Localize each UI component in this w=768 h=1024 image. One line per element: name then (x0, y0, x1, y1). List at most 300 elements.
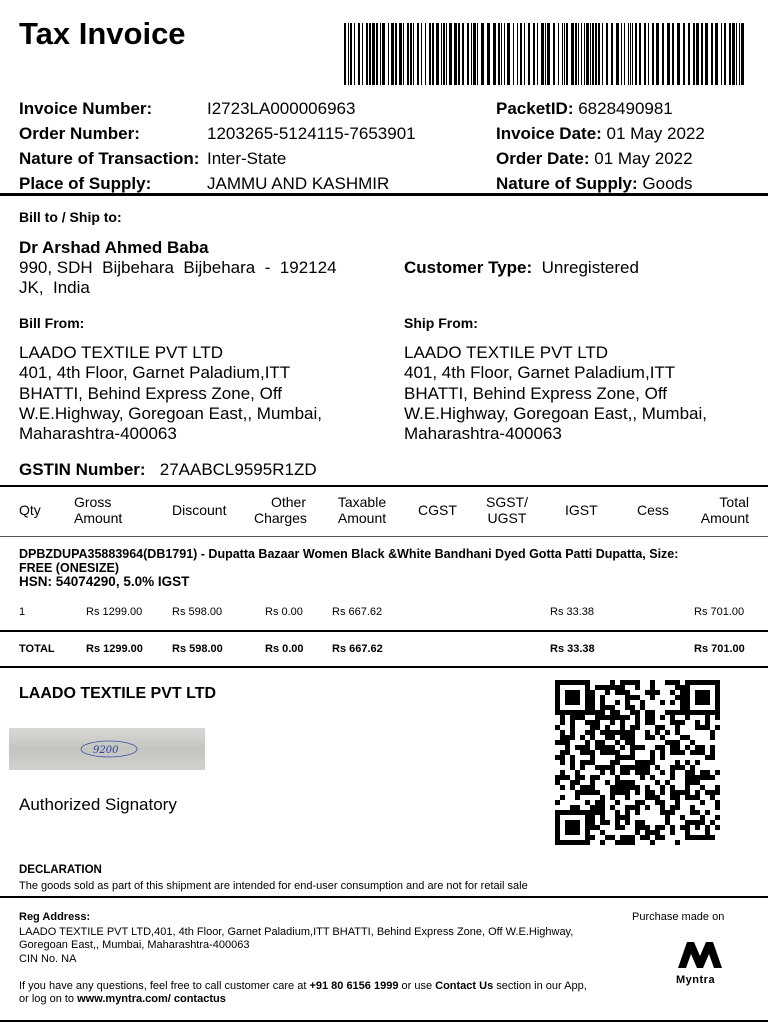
qr-module (695, 810, 700, 815)
qr-module (605, 690, 610, 695)
qr-module (620, 685, 625, 690)
qr-module (685, 760, 690, 765)
qr-module (600, 805, 605, 810)
barcode-bar (380, 23, 381, 85)
reg-address-heading: Reg Address: (19, 911, 91, 923)
qr-module (660, 785, 665, 790)
col-qty: Qty (19, 502, 41, 518)
qr-module (560, 735, 565, 740)
qr-module (600, 830, 605, 835)
barcode-bar (598, 23, 600, 85)
qr-module (690, 770, 695, 775)
barcode-bar (369, 23, 371, 85)
qr-module (600, 840, 605, 845)
barcode-bar (388, 23, 389, 85)
invoice-number-value: I2723LA000006963 (207, 99, 356, 118)
qr-module (570, 725, 575, 730)
qr-module (595, 825, 600, 830)
qr-module (645, 715, 650, 720)
page-title: Tax Invoice (19, 16, 186, 51)
qr-module (625, 705, 630, 710)
qr-module (575, 795, 580, 800)
qr-module (670, 765, 675, 770)
qr-module (595, 715, 600, 720)
barcode-bar (672, 23, 674, 85)
qr-module (600, 770, 605, 775)
header-text: Total (719, 494, 749, 510)
qr-module (610, 735, 615, 740)
qr-module (635, 820, 640, 825)
qr-module (620, 825, 625, 830)
qr-module (700, 770, 705, 775)
qr-module (590, 705, 595, 710)
qr-module (650, 830, 655, 835)
qr-module (555, 800, 560, 805)
barcode-bar (592, 23, 594, 85)
qr-module (590, 790, 595, 795)
barcode-bar (350, 23, 352, 85)
qr-module (680, 825, 685, 830)
qr-module (595, 740, 600, 745)
qr-module (690, 795, 695, 800)
address-line: LAADO TEXTILE PVT LTD (404, 343, 609, 362)
qr-module (630, 695, 635, 700)
barcode-bar (632, 23, 633, 85)
total-amount: Rs 701.00 (694, 643, 745, 655)
qr-module (710, 735, 715, 740)
qr-module (555, 775, 560, 780)
header-text: Amount (700, 510, 749, 526)
qr-module (710, 755, 715, 760)
qr-module (620, 780, 625, 785)
qr-module (670, 710, 675, 715)
qr-module (665, 815, 670, 820)
qr-module (595, 745, 600, 750)
barcode-bar (537, 23, 538, 85)
barcode-bar (462, 23, 464, 85)
qr-module (670, 770, 675, 775)
qr-module (675, 760, 680, 765)
qr-module (590, 825, 595, 830)
qr-module (625, 790, 630, 795)
qr-module (615, 775, 620, 780)
qr-module (635, 830, 640, 835)
qr-module (700, 785, 705, 790)
customer-address-line2: JK, India (19, 278, 90, 297)
barcode-bar (425, 23, 426, 85)
qr-module (605, 745, 610, 750)
qr-module (635, 710, 640, 715)
barcode-bar (513, 23, 514, 85)
barcode-bar (711, 23, 713, 85)
barcode-bar (729, 23, 731, 85)
qr-module (665, 710, 670, 715)
myntra-contact-link[interactable]: www.myntra.com/ contactus (77, 993, 226, 1005)
qr-module (660, 700, 665, 705)
qr-module (600, 685, 605, 690)
qr-module (620, 720, 625, 725)
barcode-bar (590, 23, 591, 85)
header-text: SGST/ (485, 494, 528, 510)
barcode-bar (621, 23, 622, 85)
qr-module (630, 805, 635, 810)
header-text: Amount (74, 510, 123, 526)
qr-module (585, 785, 590, 790)
qr-module (610, 745, 615, 750)
qr-module (650, 795, 655, 800)
total-taxable: Rs 667.62 (332, 643, 383, 655)
qr-module (580, 765, 585, 770)
total-discount: Rs 598.00 (172, 643, 223, 655)
qr-module (675, 730, 680, 735)
barcode-bar (575, 23, 577, 85)
qr-module (595, 800, 600, 805)
divider (0, 896, 768, 898)
qr-module (590, 700, 595, 705)
customer-name: Dr Arshad Ahmed Baba (19, 238, 209, 257)
row-gross: Rs 1299.00 (86, 606, 143, 618)
barcode-bar (606, 23, 608, 85)
invoice-date-value: 01 May 2022 (606, 124, 705, 143)
qr-module (690, 810, 695, 815)
declaration-text: The goods sold as part of this shipment are intended for end-user consumption and are not for retail sale (19, 880, 528, 892)
packet-id (496, 99, 673, 119)
qr-module (590, 810, 595, 815)
qr-module (695, 760, 700, 765)
qr-module (715, 790, 720, 795)
qr-module (640, 835, 645, 840)
barcode-bar (348, 23, 349, 85)
qr-module (630, 765, 635, 770)
qr-module (625, 740, 630, 745)
qr-module (610, 705, 615, 710)
barcode-bar (498, 23, 500, 85)
qr-module (715, 800, 720, 805)
qr-module (650, 750, 655, 755)
qr-module (640, 825, 645, 830)
qr-module (570, 730, 575, 735)
qr-module (700, 835, 705, 840)
qr-module (620, 815, 625, 820)
qr-module (705, 770, 710, 775)
qr-module (705, 790, 710, 795)
qr-module (705, 775, 710, 780)
help-line2 (19, 993, 226, 1006)
barcode-bar (562, 23, 563, 85)
qr-module (570, 755, 575, 760)
qr-module (630, 680, 635, 685)
qr-module (585, 740, 590, 745)
qr-module (565, 690, 580, 705)
qr-module (580, 715, 585, 720)
invoice-date-label: Invoice Date: (496, 124, 602, 143)
qr-module (680, 710, 685, 715)
qr-module (625, 735, 630, 740)
qr-module (620, 840, 625, 845)
qr-module (590, 780, 595, 785)
qr-module (695, 720, 700, 725)
qr-module (710, 790, 715, 795)
barcode-bar (644, 23, 646, 85)
customer-care-phone[interactable]: +91 80 6156 1999 (309, 980, 399, 992)
qr-module (610, 720, 615, 725)
qr-module (615, 810, 620, 815)
barcode-bar (541, 23, 544, 85)
qr-module (640, 705, 645, 710)
qr-module (710, 730, 715, 735)
qr-module (695, 725, 700, 730)
qr-module (570, 765, 575, 770)
qr-module (715, 815, 720, 820)
qr-module (620, 770, 625, 775)
qr-module (595, 765, 600, 770)
order-number-value: 1203265-5124115-7653901 (207, 124, 416, 143)
qr-module (650, 760, 655, 765)
barcode-bar (628, 23, 629, 85)
total-igst: Rs 33.38 (550, 643, 595, 655)
qr-module (705, 755, 710, 760)
customer-type-value: Unregistered (541, 258, 639, 277)
help-text: or use (398, 980, 436, 992)
qr-module (575, 745, 580, 750)
barcode-bar (693, 23, 695, 85)
qr-module (620, 730, 625, 735)
qr-module (560, 785, 565, 790)
qr-module (630, 755, 635, 760)
qr-module (695, 690, 710, 705)
qr-module (715, 805, 720, 810)
qr-module (590, 730, 595, 735)
qr-module (610, 685, 615, 690)
qr-module (590, 755, 595, 760)
authorized-signatory: Authorized Signatory (19, 795, 177, 814)
barcode-bar (578, 23, 579, 85)
qr-module (590, 815, 595, 820)
qr-module (680, 790, 685, 795)
qr-module (635, 785, 640, 790)
qr-module (660, 835, 665, 840)
qr-module (630, 710, 635, 715)
qr-module (585, 790, 590, 795)
qr-module (625, 770, 630, 775)
qr-module (660, 715, 665, 720)
barcode-bar (581, 23, 582, 85)
qr-module (660, 790, 665, 795)
row-other: Rs 0.00 (265, 606, 303, 618)
qr-module (600, 765, 605, 770)
qr-module (610, 770, 615, 775)
qr-module (685, 775, 690, 780)
qr-module (635, 725, 640, 730)
qr-module (695, 790, 700, 795)
qr-module (615, 840, 620, 845)
qr-module (565, 745, 570, 750)
barcode-bar (705, 23, 708, 85)
qr-module (675, 720, 680, 725)
qr-module (605, 780, 610, 785)
qr-module (630, 780, 635, 785)
qr-module (685, 785, 690, 790)
barcode-bar (382, 23, 385, 85)
qr-module (595, 790, 600, 795)
qr-module (685, 795, 690, 800)
qr-module (635, 805, 640, 810)
qr-module (670, 775, 675, 780)
barcode (344, 23, 748, 85)
qr-module (680, 690, 685, 695)
qr-module (560, 770, 565, 775)
barcode-bar (721, 23, 722, 85)
qr-module (690, 805, 695, 810)
qr-module (650, 690, 655, 695)
qr-module (655, 690, 660, 695)
qr-module (620, 755, 625, 760)
row-discount: Rs 598.00 (172, 606, 223, 618)
qr-module (570, 735, 575, 740)
qr-module (680, 750, 685, 755)
myntra-brand-text: Myntra (676, 974, 716, 986)
qr-module (640, 775, 645, 780)
qr-module (650, 695, 655, 700)
hsn-line: HSN: 54074290, 5.0% IGST (19, 574, 190, 589)
qr-module (635, 810, 640, 815)
qr-module (580, 735, 585, 740)
qr-module (685, 735, 690, 740)
barcode-bar (528, 23, 530, 85)
header-text: Gross (74, 494, 112, 510)
place-of-supply-value: JAMMU AND KASHMIR (207, 174, 390, 193)
barcode-bar (449, 23, 452, 85)
qr-module (645, 830, 650, 835)
col-igst: IGST (565, 502, 598, 518)
contact-us-link[interactable]: Contact Us (435, 980, 494, 992)
barcode-bar (739, 23, 740, 85)
row-qty: 1 (19, 606, 26, 618)
qr-module (695, 820, 700, 825)
qr-module (605, 705, 610, 710)
qr-module (615, 800, 620, 805)
qr-module (630, 840, 635, 845)
qr-module (560, 730, 565, 735)
customer-type-label: Customer Type: (404, 258, 533, 277)
qr-module (565, 775, 570, 780)
barcode-bar (736, 23, 737, 85)
barcode-bar (507, 23, 510, 85)
qr-code (555, 680, 727, 845)
header-text: Charges (254, 510, 307, 526)
purchase-made-on: Purchase made on (632, 911, 725, 923)
packet-id-value: 6828490981 (578, 99, 673, 118)
qr-module (575, 805, 580, 810)
qr-module (615, 715, 620, 720)
barcode-bar (564, 23, 565, 85)
qr-module (685, 790, 690, 795)
address-line: W.E.Highway, Goregoan East,, Mumbai, (404, 403, 707, 423)
qr-module (635, 765, 640, 770)
qr-module (675, 685, 680, 690)
qr-module (670, 715, 675, 720)
barcode-bar (648, 23, 649, 85)
customer-address-line1: 990, SDH Bijbehara Bijbehara - 192124 (19, 258, 337, 277)
qr-module (650, 685, 655, 690)
qr-module (645, 765, 650, 770)
qr-module (660, 745, 665, 750)
qr-module (625, 795, 630, 800)
barcode-bar (481, 23, 484, 85)
invoice-date (496, 124, 705, 144)
order-number-label: Order Number: (19, 124, 140, 143)
barcode-bar (611, 23, 613, 85)
qr-module (625, 780, 630, 785)
qr-module (590, 760, 595, 765)
qr-module (635, 685, 640, 690)
reg-address-line2: Goregoan East,, Mumbai, Maharashtra-400063 (19, 939, 250, 951)
qr-module (680, 700, 685, 705)
qr-module (625, 700, 630, 705)
barcode-bar (376, 23, 378, 85)
col-other-charges (254, 494, 306, 526)
qr-module (585, 730, 590, 735)
qr-module (630, 740, 635, 745)
qr-module (625, 730, 630, 735)
qr-module (610, 730, 615, 735)
barcode-bar (454, 23, 457, 85)
qr-module (690, 820, 695, 825)
seller-name: LAADO TEXTILE PVT LTD (19, 685, 217, 702)
row-igst: Rs 33.38 (550, 606, 595, 618)
qr-module (670, 740, 675, 745)
qr-module (670, 785, 675, 790)
qr-module (585, 800, 590, 805)
barcode-bar (558, 23, 559, 85)
gstin (19, 460, 317, 480)
barcode-bar (467, 23, 469, 85)
qr-module (615, 780, 620, 785)
qr-module (665, 730, 670, 735)
qr-module (640, 770, 645, 775)
header-text: Taxable (337, 494, 387, 510)
barcode-bar (487, 23, 490, 85)
qr-module (650, 720, 655, 725)
qr-module (715, 715, 720, 720)
qr-module (660, 825, 665, 830)
qr-module (705, 725, 710, 730)
qr-module (555, 780, 560, 785)
barcode-bar (432, 23, 434, 85)
qr-module (630, 745, 635, 750)
qr-module (655, 780, 660, 785)
qr-module (665, 820, 670, 825)
qr-module (570, 780, 575, 785)
qr-module (695, 780, 700, 785)
qr-module (670, 680, 675, 685)
col-cess: Cess (637, 502, 669, 518)
address-line: 401, 4th Floor, Garnet Paladium,ITT (19, 363, 291, 383)
qr-module (715, 785, 720, 790)
qr-module (630, 835, 635, 840)
qr-module (640, 820, 645, 825)
qr-module (610, 765, 615, 770)
qr-module (615, 755, 620, 760)
barcode-bar (677, 23, 680, 85)
barcode-bar (429, 23, 431, 85)
qr-module (670, 830, 675, 835)
qr-module (660, 755, 665, 760)
nature-of-transaction-label: Nature of Transaction: (19, 149, 200, 168)
qr-module (700, 820, 705, 825)
qr-module (605, 750, 610, 755)
qr-module (705, 810, 710, 815)
